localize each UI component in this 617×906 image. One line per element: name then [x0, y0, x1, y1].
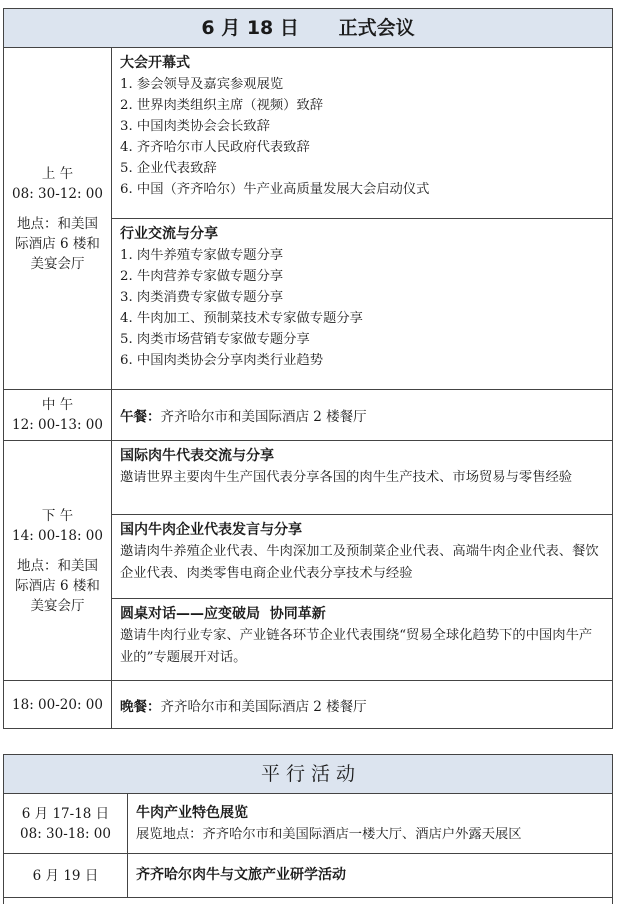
list-item: 4. 齐齐哈尔市人民政府代表致辞: [120, 140, 310, 155]
afternoon-time: 14: 00-18: 00: [12, 527, 103, 544]
list-item: 5. 企业代表致辞: [120, 161, 217, 176]
formal-meeting-table: [3, 8, 613, 729]
morning-time: 08: 30-12: 00: [12, 185, 103, 202]
agenda-block-international: [112, 441, 612, 515]
agenda-block-opening: [112, 48, 612, 219]
block-title: 圆桌对话——应变破局 协同革新: [120, 606, 326, 622]
lunch-label: 午餐：: [120, 409, 161, 425]
formal-meeting-header: [4, 9, 612, 48]
dinner-label: 晚餐：: [120, 699, 161, 715]
formal-meeting-title: 6 月 18 日 正式会议: [201, 17, 415, 39]
lunch-cell: [112, 390, 612, 440]
morning-location: 地点：和美国际酒店 6 楼和美宴会厅: [15, 215, 100, 272]
agenda-block-domestic: [112, 515, 612, 599]
exhibition-time: 08: 30-18: 00: [20, 825, 111, 842]
study-tour-content: [128, 854, 612, 897]
list-item: 2. 世界肉类组织主席（视频）致辞: [120, 98, 324, 113]
noon-time-cell: [4, 390, 112, 440]
block-title: 大会开幕式: [120, 55, 190, 71]
dinner-cell: [112, 681, 612, 729]
list-item: 3. 中国肉类协会会长致辞: [120, 119, 270, 134]
agenda-block-roundtable: [112, 599, 612, 680]
morning-time-cell: [4, 48, 112, 389]
dinner-text: 齐齐哈尔市和美国际酒店 2 楼餐厅: [160, 699, 367, 715]
exhibition-title: 牛肉产业特色展览: [136, 804, 248, 821]
afternoon-location: 地点：和美国际酒店 6 楼和美宴会厅: [15, 557, 100, 614]
afternoon-content: [112, 441, 612, 680]
study-tour-title: 齐齐哈尔肉牛与文旅产业研学活动: [136, 867, 346, 883]
agenda-block-industry-exchange: [112, 219, 612, 389]
study-tour-date-cell: [4, 854, 128, 897]
parallel-header: [4, 755, 612, 794]
list-item: 1. 参会领导及嘉宾参观展览: [120, 77, 284, 92]
afternoon-time-cell: [4, 441, 112, 680]
afternoon-period: 下 午: [41, 507, 74, 524]
block-title: 行业交流与分享: [120, 226, 218, 242]
parallel-activities-table: [3, 754, 613, 904]
block-title: 国内牛肉企业代表发言与分享: [120, 522, 302, 538]
list-item: 5. 肉类市场营销专家做专题分享: [120, 332, 310, 347]
evening-row: [4, 681, 612, 729]
noon-row: [4, 390, 612, 441]
block-desc: 邀请肉牛养殖企业代表、牛肉深加工及预制菜企业代表、高端牛肉企业代表、餐饮企业代表、肉类零售电商企业代表分享技术与经验: [120, 544, 599, 581]
list-item: 6. 中国肉类协会分享肉类行业趋势: [120, 353, 324, 368]
list-item: 2. 牛肉营养专家做专题分享: [120, 269, 284, 284]
morning-period: 上 午: [41, 165, 74, 182]
morning-content: [112, 48, 612, 389]
lunch-text: 齐齐哈尔市和美国际酒店 2 楼餐厅: [160, 409, 367, 425]
block-desc: 邀请世界主要肉牛生产国代表分享各国的肉牛生产技术、市场贸易与零售经验: [120, 470, 573, 485]
list-item: 1. 肉牛养殖专家做专题分享: [120, 248, 284, 263]
list-item: 4. 牛肉加工、预制菜技术专家做专题分享: [120, 311, 363, 326]
evening-time: 18: 00-20: 00: [12, 697, 103, 713]
morning-row: [4, 48, 612, 390]
study-tour-date: 6 月 19 日: [32, 867, 99, 884]
exhibition-desc: 展览地点：齐齐哈尔市和美国际酒店一楼大厅、酒店户外露天展区: [136, 826, 522, 842]
noon-period: 中 午: [41, 397, 74, 413]
exhibition-content: [128, 794, 612, 853]
list-item: 3. 肉类消费专家做专题分享: [120, 290, 284, 305]
block-desc: 邀请牛肉行业专家、产业链各环节企业代表围绕“贸易全球化趋势下的中国肉牛产业的”专题展开对话。: [120, 628, 593, 665]
parallel-title: 平 行 活 动: [260, 763, 356, 785]
parallel-row-study-tour: [4, 854, 612, 898]
noon-time: 12: 00-13: 00: [12, 417, 103, 433]
evening-time-cell: [4, 681, 112, 729]
exhibition-date-cell: [4, 794, 128, 853]
afternoon-row: [4, 441, 612, 681]
parallel-row-exhibition: [4, 794, 612, 854]
block-title: 国际肉牛代表交流与分享: [120, 448, 274, 464]
exhibition-date: 6 月 17-18 日: [21, 805, 110, 822]
list-item: 6. 中国（齐齐哈尔）牛产业高质量发展大会启动仪式: [120, 182, 430, 197]
